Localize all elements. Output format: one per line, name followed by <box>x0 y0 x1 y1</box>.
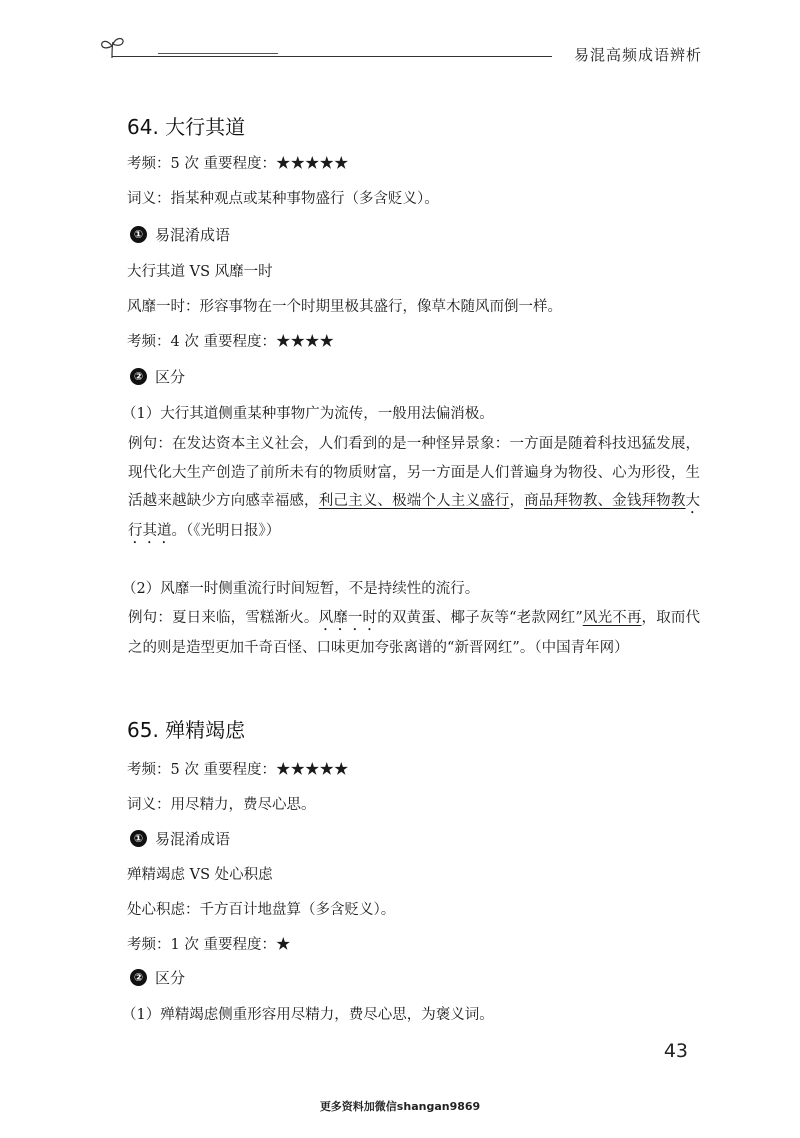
other-meaning-line: 风靡一时：形容事物在一个时期里极其盛行，像草木随风而倒一样。 <box>127 299 562 315</box>
page-number: 43 <box>663 1040 688 1062</box>
section-confusable <box>130 224 230 245</box>
section-label: 易混淆成语 <box>155 226 231 244</box>
difference-1: （1）大行其道侧重某种事物广为流传，一般用法偏消极。 <box>122 406 494 422</box>
header-rule <box>112 56 552 57</box>
number-one-icon: ① <box>130 226 147 243</box>
example-paragraph-2: 例句：夏日来临，雪糕渐火。风靡一时的双黄蛋、椰子灰等“老款网红”风光不再，取而代之的则是造型更加千奇百怪、口味更加夸张离谱的“新晋网红”。（中国青年网） <box>128 610 701 656</box>
frequency-line: 考频：5 次 重要程度：★★★★★ <box>127 156 349 172</box>
meaning-line: 词义：用尽精力，费尽心思。 <box>127 797 316 813</box>
underlined-phrase: 商品拜物教、金钱拜物教 <box>524 493 686 509</box>
section-difference <box>130 967 185 988</box>
section-label: 区分 <box>155 368 186 386</box>
number-two-icon: ② <box>130 368 147 385</box>
emphasized-idiom: 大行其道 <box>128 493 701 539</box>
example-paragraph-1: 例句：在发达资本主义社会，人们看到的是一种怪异景象：一方面是随着科技迅猛发展，现代化大生产创造了前所未有的物质财富，另一方面是人们普遍身为物役、心为形役，生活越来越缺少方向感幸福感，利己主义、极端个人主义盛行，商品拜物教、金钱拜物教大行其道。（《光明日报》） <box>128 436 701 539</box>
other-frequency-line: 考频：1 次 重要程度：★ <box>127 937 291 953</box>
page-header <box>98 34 702 68</box>
underlined-phrase: 利己主义、极端个人主义盛行 <box>318 493 510 509</box>
entry-title-64: 64. 大行其道 <box>127 115 246 139</box>
compare-line: 殚精竭虑 VS 处心积虑 <box>127 867 273 883</box>
other-frequency-line: 考频：4 次 重要程度：★★★★ <box>127 334 334 350</box>
section-difference <box>130 366 185 387</box>
compare-line: 大行其道 VS 风靡一时 <box>127 264 273 280</box>
meaning-line: 词义：指某种观点或某种事物盛行（多含贬义）。 <box>127 191 439 207</box>
header-title: 易混高频成语辨析 <box>573 46 702 64</box>
other-meaning-line: 处心积虑：千方百计地盘算（多含贬义）。 <box>127 902 396 918</box>
section-confusable <box>130 828 230 849</box>
entry-title-65: 65. 殚精竭虑 <box>127 718 246 742</box>
difference-1: （1）殚精竭虑侧重形容用尽精力，费尽心思，为褒义词。 <box>122 1007 494 1023</box>
underlined-phrase: 风光不再 <box>582 610 642 626</box>
number-two-icon: ② <box>130 969 147 986</box>
header-rule-short <box>158 53 278 54</box>
footer-note: 更多资料加微信shangan9869 <box>319 1100 481 1113</box>
section-label: 易混淆成语 <box>155 830 231 848</box>
section-label: 区分 <box>155 969 186 987</box>
emphasized-idiom: 风靡一时 <box>318 610 378 626</box>
frequency-line: 考频：5 次 重要程度：★★★★★ <box>127 762 349 778</box>
number-one-icon: ① <box>130 830 147 847</box>
difference-2: （2）风靡一时侧重流行时间短暂，不是持续性的流行。 <box>122 581 480 597</box>
sprout-icon <box>98 34 128 62</box>
